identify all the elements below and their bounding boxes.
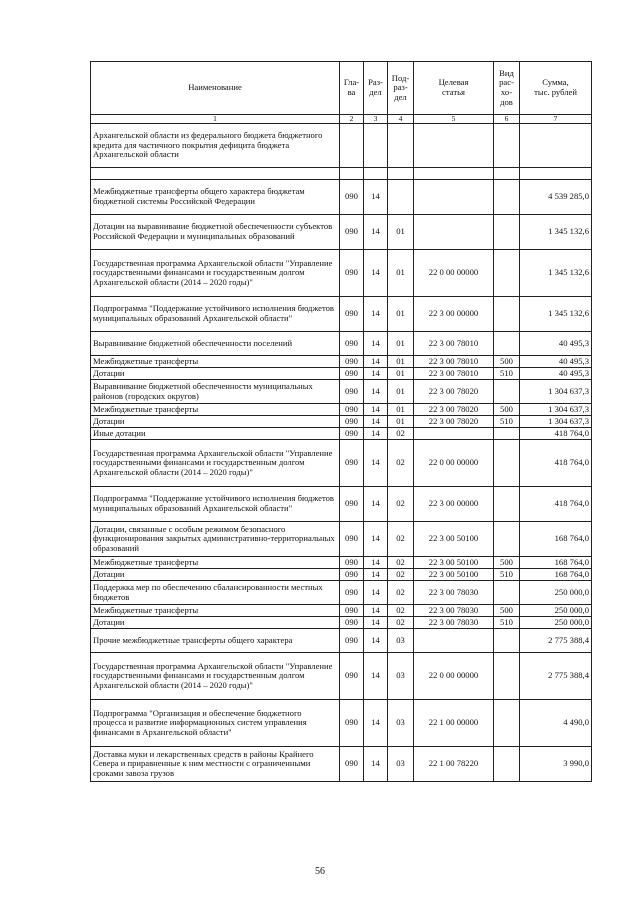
- cell-subsection: 01: [388, 297, 414, 332]
- cell-subsection: 02: [388, 605, 414, 617]
- cell-target: 22 0 00 00000: [414, 653, 494, 700]
- cell-target: 22 3 00 78010: [414, 356, 494, 368]
- cell-subsection: 01: [388, 215, 414, 250]
- cell-name: Дотации: [91, 569, 340, 581]
- cell-subsection: [388, 168, 414, 180]
- cell-chapter: 090: [340, 747, 364, 782]
- cell-name: Государственная программа Архангельской области "Управление государственными финансами и государственным долгом Архангельской области (2014 – 2020 годы)": [91, 440, 340, 487]
- cell-name: Межбюджетные трансферты общего характера бюджетам бюджетной системы Российской Федерации: [91, 180, 340, 215]
- cell-chapter: 090: [340, 380, 364, 404]
- cell-target: 22 3 00 78020: [414, 404, 494, 416]
- cell-name: Дотации: [91, 416, 340, 428]
- cell-sum: 1 345 132,6: [520, 250, 592, 297]
- cell-section: 14: [364, 629, 388, 653]
- cell-chapter: 090: [340, 297, 364, 332]
- cell-sum: 40 495,3: [520, 368, 592, 380]
- cell-sum: 250 000,0: [520, 617, 592, 629]
- column-number: 3: [364, 115, 388, 124]
- cell-target: 22 3 00 00000: [414, 487, 494, 522]
- cell-sum: 250 000,0: [520, 581, 592, 605]
- cell-sum: 1 304 637,3: [520, 380, 592, 404]
- cell-subsection: 02: [388, 522, 414, 557]
- table-row: [91, 605, 592, 617]
- cell-target: [414, 168, 494, 180]
- cell-exp-type: [494, 250, 520, 297]
- cell-name: Межбюджетные трансферты: [91, 356, 340, 368]
- cell-name: Подпрограмма "Поддержание устойчивого исполнения бюджетов муниципальных образований Архангельской области": [91, 487, 340, 522]
- cell-section: 14: [364, 404, 388, 416]
- cell-sum: 168 764,0: [520, 569, 592, 581]
- cell-target: 22 3 00 78010: [414, 332, 494, 356]
- cell-subsection: 03: [388, 700, 414, 747]
- table-row: [91, 416, 592, 428]
- cell-chapter: 090: [340, 617, 364, 629]
- cell-name: Выравнивание бюджетной обеспеченности муниципальных районов (городских округов): [91, 380, 340, 404]
- cell-sum: 1 304 637,3: [520, 416, 592, 428]
- cell-exp-type: 510: [494, 569, 520, 581]
- header-section: Раз- дел: [364, 62, 388, 115]
- cell-exp-type: 510: [494, 617, 520, 629]
- cell-subsection: 01: [388, 250, 414, 297]
- cell-chapter: 090: [340, 629, 364, 653]
- table-row: [91, 440, 592, 487]
- cell-exp-type: [494, 168, 520, 180]
- cell-chapter: 090: [340, 416, 364, 428]
- cell-target: 22 0 00 00000: [414, 250, 494, 297]
- cell-section: 14: [364, 605, 388, 617]
- cell-target: 22 3 00 78030: [414, 605, 494, 617]
- column-number: 1: [91, 115, 340, 124]
- cell-section: 14: [364, 581, 388, 605]
- cell-section: 14: [364, 653, 388, 700]
- cell-target: 22 3 00 50100: [414, 569, 494, 581]
- cell-subsection: 02: [388, 487, 414, 522]
- cell-chapter: 090: [340, 368, 364, 380]
- header-target: Целевая статья: [414, 62, 494, 115]
- cell-exp-type: [494, 124, 520, 168]
- budget-table: [90, 61, 592, 782]
- cell-chapter: 090: [340, 487, 364, 522]
- cell-target: [414, 215, 494, 250]
- cell-section: 14: [364, 356, 388, 368]
- cell-target: 22 3 00 50100: [414, 522, 494, 557]
- cell-sum: 1 345 132,6: [520, 297, 592, 332]
- table-row: [91, 404, 592, 416]
- column-number: 5: [414, 115, 494, 124]
- cell-section: 14: [364, 380, 388, 404]
- page-number: 56: [315, 866, 325, 877]
- table-row: [91, 629, 592, 653]
- cell-chapter: 090: [340, 440, 364, 487]
- cell-section: 14: [364, 700, 388, 747]
- cell-name: Государственная программа Архангельской области "Управление государственными финансами и государственным долгом Архангельской области (2014 – 2020 годы)": [91, 250, 340, 297]
- table-row: [91, 569, 592, 581]
- cell-target: 22 0 00 00000: [414, 440, 494, 487]
- cell-sum: 4 539 285,0: [520, 180, 592, 215]
- table-row: [91, 522, 592, 557]
- cell-section: 14: [364, 569, 388, 581]
- table-row: [91, 180, 592, 215]
- table-row: [91, 428, 592, 440]
- cell-target: 22 3 00 78020: [414, 416, 494, 428]
- cell-subsection: 02: [388, 440, 414, 487]
- column-number: 7: [520, 115, 592, 124]
- cell-chapter: 090: [340, 215, 364, 250]
- cell-name: Дотации на выравнивание бюджетной обеспеченности субъектов Российской Федерации и муниципальных образований: [91, 215, 340, 250]
- cell-section: 14: [364, 250, 388, 297]
- table-row: [91, 747, 592, 782]
- cell-target: 22 1 00 78220: [414, 747, 494, 782]
- table-row: [91, 297, 592, 332]
- cell-chapter: 090: [340, 356, 364, 368]
- cell-exp-type: [494, 332, 520, 356]
- header-row: [91, 62, 592, 115]
- cell-section: 14: [364, 557, 388, 569]
- cell-chapter: 090: [340, 522, 364, 557]
- cell-sum: 168 764,0: [520, 557, 592, 569]
- table-row: [91, 332, 592, 356]
- cell-target: 22 3 00 50100: [414, 557, 494, 569]
- cell-sum: [520, 168, 592, 180]
- cell-section: 14: [364, 215, 388, 250]
- cell-sum: 418 764,0: [520, 440, 592, 487]
- column-number: 6: [494, 115, 520, 124]
- cell-target: [414, 428, 494, 440]
- cell-sum: 40 495,3: [520, 356, 592, 368]
- cell-target: [414, 629, 494, 653]
- cell-sum: [520, 124, 592, 168]
- table-row: [91, 368, 592, 380]
- cell-subsection: [388, 180, 414, 215]
- cell-sum: 1 304 637,3: [520, 404, 592, 416]
- cell-exp-type: [494, 629, 520, 653]
- cell-exp-type: [494, 700, 520, 747]
- cell-sum: 2 775 388,4: [520, 653, 592, 700]
- table-row: [91, 700, 592, 747]
- cell-sum: 1 345 132,6: [520, 215, 592, 250]
- header-chapter: Гла- ва: [340, 62, 364, 115]
- cell-name: Межбюджетные трансферты: [91, 605, 340, 617]
- cell-sum: 250 000,0: [520, 605, 592, 617]
- cell-exp-type: [494, 581, 520, 605]
- cell-sum: 2 775 388,4: [520, 629, 592, 653]
- cell-target: [414, 180, 494, 215]
- cell-name: Иные дотации: [91, 428, 340, 440]
- cell-exp-type: [494, 487, 520, 522]
- table-row: [91, 215, 592, 250]
- cell-chapter: 090: [340, 332, 364, 356]
- cell-exp-type: [494, 653, 520, 700]
- cell-name: Межбюджетные трансферты: [91, 404, 340, 416]
- cell-target: 22 3 00 78020: [414, 380, 494, 404]
- cell-name: Дотации: [91, 368, 340, 380]
- cell-chapter: [340, 124, 364, 168]
- cell-chapter: 090: [340, 605, 364, 617]
- column-number-row: [91, 115, 592, 124]
- cell-subsection: 02: [388, 617, 414, 629]
- cell-exp-type: [494, 440, 520, 487]
- cell-section: 14: [364, 368, 388, 380]
- cell-sum: 418 764,0: [520, 487, 592, 522]
- cell-chapter: 090: [340, 700, 364, 747]
- cell-section: 14: [364, 332, 388, 356]
- cell-name: [91, 168, 340, 180]
- cell-exp-type: [494, 215, 520, 250]
- cell-name: Поддержка мер по обеспечению сбалансированности местных бюджетов: [91, 581, 340, 605]
- cell-chapter: 090: [340, 653, 364, 700]
- table-row: [91, 168, 592, 180]
- cell-target: 22 3 00 78030: [414, 581, 494, 605]
- table-row: [91, 380, 592, 404]
- cell-section: [364, 168, 388, 180]
- cell-exp-type: 510: [494, 368, 520, 380]
- cell-target: 22 3 00 78010: [414, 368, 494, 380]
- cell-name: Межбюджетные трансферты: [91, 557, 340, 569]
- cell-subsection: 02: [388, 428, 414, 440]
- column-number: 2: [340, 115, 364, 124]
- cell-sum: 40 495,3: [520, 332, 592, 356]
- cell-name: Архангельской области из федерального бюджета бюджетного кредита для частичного покрытия дефицита бюджета Архангельской области: [91, 124, 340, 168]
- cell-subsection: 03: [388, 653, 414, 700]
- cell-name: Доставка муки и лекарственных средств в районы Крайнего Севера и приравненные к ним местности с ограниченными сроками завоза грузов: [91, 747, 340, 782]
- cell-subsection: 01: [388, 404, 414, 416]
- cell-subsection: 02: [388, 569, 414, 581]
- header-expense-type: Вид рас- хо- дов: [494, 62, 520, 115]
- cell-subsection: 01: [388, 368, 414, 380]
- cell-name: Дотации: [91, 617, 340, 629]
- cell-target: [414, 124, 494, 168]
- table-row: [91, 250, 592, 297]
- cell-name: Прочие межбюджетные трансферты общего характера: [91, 629, 340, 653]
- cell-subsection: 03: [388, 629, 414, 653]
- cell-name: Дотации, связанные с особым режимом безопасного функционирования закрытых административно-территориальных образований: [91, 522, 340, 557]
- header-name: Наименование: [91, 62, 340, 115]
- cell-exp-type: 500: [494, 605, 520, 617]
- cell-exp-type: [494, 180, 520, 215]
- table-row: [91, 356, 592, 368]
- cell-exp-type: 500: [494, 404, 520, 416]
- table-row: [91, 581, 592, 605]
- cell-section: 14: [364, 428, 388, 440]
- cell-chapter: 090: [340, 428, 364, 440]
- table-row: [91, 557, 592, 569]
- cell-exp-type: [494, 428, 520, 440]
- cell-subsection: 01: [388, 380, 414, 404]
- cell-exp-type: 500: [494, 557, 520, 569]
- cell-subsection: 01: [388, 332, 414, 356]
- cell-chapter: 090: [340, 557, 364, 569]
- cell-sum: 418 764,0: [520, 428, 592, 440]
- cell-target: 22 3 00 78030: [414, 617, 494, 629]
- cell-name: Подпрограмма "Поддержание устойчивого исполнения бюджетов муниципальных образований Архангельской области": [91, 297, 340, 332]
- cell-name: Подпрограмма "Организация и обеспечение бюджетного процесса и развитие информационных систем управления финансами в Архангельской области": [91, 700, 340, 747]
- cell-subsection: 02: [388, 581, 414, 605]
- cell-name: Выравнивание бюджетной обеспеченности поселений: [91, 332, 340, 356]
- table-row: [91, 653, 592, 700]
- cell-subsection: 02: [388, 557, 414, 569]
- header-subsection: Под- раз- дел: [388, 62, 414, 115]
- cell-sum: 3 990,0: [520, 747, 592, 782]
- cell-exp-type: 510: [494, 416, 520, 428]
- cell-section: 14: [364, 440, 388, 487]
- cell-target: 22 1 00 00000: [414, 700, 494, 747]
- cell-subsection: 03: [388, 747, 414, 782]
- cell-chapter: 090: [340, 581, 364, 605]
- cell-section: [364, 124, 388, 168]
- cell-name: Государственная программа Архангельской области "Управление государственными финансами и государственным долгом Архангельской области (2014 – 2020 годы)": [91, 653, 340, 700]
- table-body: [91, 124, 592, 782]
- cell-exp-type: [494, 747, 520, 782]
- cell-section: 14: [364, 522, 388, 557]
- cell-chapter: 090: [340, 569, 364, 581]
- table-row: [91, 617, 592, 629]
- cell-chapter: 090: [340, 180, 364, 215]
- cell-section: 14: [364, 747, 388, 782]
- cell-subsection: 01: [388, 356, 414, 368]
- table-row: [91, 487, 592, 522]
- cell-chapter: 090: [340, 250, 364, 297]
- cell-subsection: 01: [388, 416, 414, 428]
- cell-sum: 168 764,0: [520, 522, 592, 557]
- cell-sum: 4 490,0: [520, 700, 592, 747]
- cell-chapter: [340, 168, 364, 180]
- cell-exp-type: [494, 297, 520, 332]
- cell-subsection: [388, 124, 414, 168]
- cell-section: 14: [364, 297, 388, 332]
- cell-chapter: 090: [340, 404, 364, 416]
- cell-exp-type: 500: [494, 356, 520, 368]
- cell-section: 14: [364, 487, 388, 522]
- header-sum: Сумма, тыс. рублей: [520, 62, 592, 115]
- cell-section: 14: [364, 617, 388, 629]
- cell-section: 14: [364, 180, 388, 215]
- cell-exp-type: [494, 380, 520, 404]
- column-number: 4: [388, 115, 414, 124]
- cell-exp-type: [494, 522, 520, 557]
- cell-section: 14: [364, 416, 388, 428]
- cell-target: 22 3 00 00000: [414, 297, 494, 332]
- table-row: [91, 124, 592, 168]
